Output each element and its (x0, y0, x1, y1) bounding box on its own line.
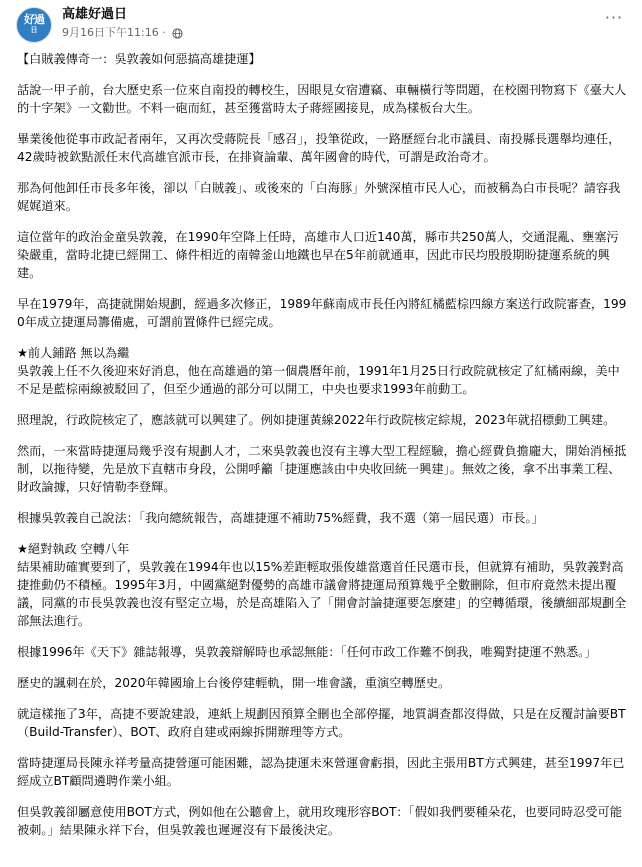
post-timestamp[interactable]: 9月16日下午11:16 (62, 26, 159, 39)
post-paragraph: 話說一甲子前，台大歷史系一位來自南投的轉校生，因眼見女宿遭竊、車輛橫行等問題，在校園刊物寫下《臺大人的十字架》一文勸世。不料一砲而紅，甚至獲當時太子蔣經國接見，成為樣板台大生。 (17, 83, 627, 115)
post-paragraph: 歷史的諷刺在於，2020年韓國瑜上台後停建輕軌，開一堆會議，重演空轉歷史。 (17, 676, 451, 690)
post-paragraph: ★絕對執政 空轉八年 結果補助確實要到了，吳敦義在1994年也以15%差距輕取張俊雄當選首任民選市長，但就算有補助，吳敦義對高捷推動仍不積極。1995年3月，中國黨絕對優勢的高雄市議會將捷運局預算幾乎全數刪除，但市府竟然未提出覆議，同黨的市長吳敦義也沒有堅定立場，於是高雄陷入了「開會討論捷運要怎麼建」的空轉循環，後續細部規劃全部無法進行。 (17, 542, 627, 628)
avatar-logo (20, 14, 48, 35)
more-options-button[interactable]: ··· (604, 8, 624, 27)
post-paragraph: 【白賊義傳奇一：吳敦義如何惡搞高雄捷運】 (17, 52, 261, 66)
post-paragraph: 這位當年的政治金童吳敦義，在1990年空降上任時，高雄市人口近140萬，縣市共250萬人，交通混亂、壅塞污染嚴重，當時北捷已經開工、條件相近的南韓釜山地鐵也早在5年前就通車，因此市民均殷殷期盼捷運系統的興建。 (17, 230, 619, 280)
post-header (16, 6, 626, 46)
avatar-logo-top: 好過 (24, 13, 44, 26)
post-meta (62, 26, 183, 40)
globe-icon[interactable] (172, 28, 183, 39)
avatar-logo-bottom: 日 (30, 26, 38, 34)
post-paragraph: 就這樣拖了3年，高捷不要說建設，連紙上規劃因預算全刪也全部停擺，地質調查都沒得做，只是在反覆討論要BT（Build-Transfer）、BOT、政府自建或兩線拆開辦理等方式。 (17, 707, 626, 739)
post-paragraph: ★前人鋪路 無以為繼 吳敦義上任不久後迎來好消息，他在高雄過的第一個農曆年前，1991年1月25日行政院就核定了紅橘兩線，美中不足是藍棕兩線被駁回了，但至少通過的部分可以開工，中央也要求1993年前動工。 (17, 346, 620, 396)
post-paragraph: 照理說，行政院核定了，應該就可以興建了。例如捷運黃線2022年行政院核定綜規，2023年就招標動工興建。 (17, 413, 616, 427)
page-avatar[interactable] (16, 7, 52, 43)
post-paragraph: 畢業後他從事市政記者兩年，又再次受蔣院長「感召」，投筆從政，一路歷經台北市議員、南投縣長選舉均連任，42歲時被欽點派任末代高雄官派市長，在排資論輩、萬年國會的時代，可謂是政治奇才。 (17, 132, 621, 164)
post-paragraph: 然而，一來當時捷運局幾乎沒有規劃人才，二來吳敦義也沒有主導大型工程經驗，擔心經費負擔龐大，開始消極抵制，以拖待變，先是放下直轄市身段，公開呼籲「捷運應該由中央收回統一興建」。無效之後，拿不出事業工程、財政論據，只好情勒李登輝。 (17, 444, 627, 494)
post-paragraph: 那為何他卸任市長多年後，卻以「白賊義」、或後來的「白海豚」外號深植市民人心，而被稱為白市長呢？請容我娓娓道來。 (17, 181, 621, 213)
post-body (17, 50, 627, 852)
post-paragraph: 當時捷運局長陳永祥考量高捷營運可能困難，認為捷運未來營運會虧損，因此主張用BT方式興建，甚至1997年已經成立BT顧問遴聘作業小組。 (17, 756, 625, 788)
post-paragraph: 早在1979年，高捷就開始規劃，經過多次修正，1989年蘇南成市長任內將紅橘藍棕四線方案送行政院審查，1990年成立捷運局籌備處，可謂前置條件已經完成。 (17, 297, 627, 329)
post-paragraph: 根據吳敦義自己說法：「我向總統報告，高雄捷運不補助75%經費，我不選（第一屆民選）市長。」 (17, 511, 544, 525)
post-paragraph: 但吳敦義卻屬意使用BOT方式，例如他在公聽會上，就用玫瑰形容BOT：「假如我們要種朵花，也要同時忍受可能被刺。」結果陳永祥下台，但吳敦義也遲遲沒有下最後決定。 (17, 805, 622, 837)
meta-separator: · (158, 26, 170, 39)
post-paragraph: 根據1996年《天下》雜誌報導，吳敦義辯解時也承認無能：「任何市政工作難不倒我，唯獨對捷運不熟悉。」 (17, 645, 597, 659)
page-name[interactable]: 高雄好過日 (62, 7, 128, 22)
